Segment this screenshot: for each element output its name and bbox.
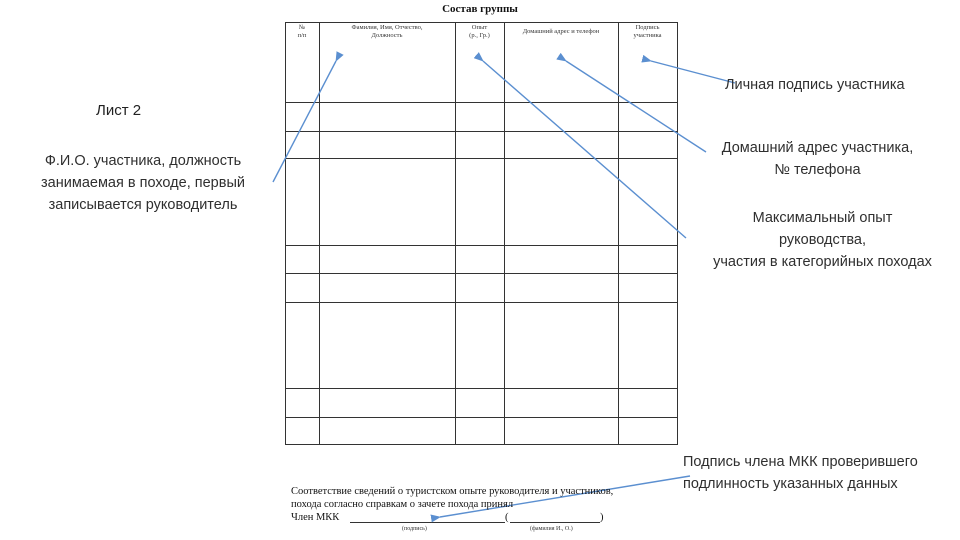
- sheet-label: Лист 2: [96, 102, 142, 119]
- footer-line-2: похода согласно справкам о зачете похода принял: [291, 499, 514, 510]
- signature-caption: (подпись): [402, 526, 427, 532]
- document-title: Состав группы: [442, 3, 518, 15]
- callout-signature: Личная подпись участника: [725, 77, 905, 93]
- footer-line-1: Соответствие сведений о туристском опыте руководителя и участников,: [291, 486, 614, 497]
- header-signature: Подпись участника: [633, 24, 662, 39]
- callout-address: Домашний адрес участника, № телефона: [721, 140, 914, 178]
- name-caption: (фамилия И., О.): [530, 526, 573, 532]
- arrow-experience: [483, 61, 686, 238]
- callout-mkk: Подпись члена МКК проверившего подлинность указанных данных: [683, 454, 918, 492]
- header-experience: Опыт (р., Гр.): [469, 24, 490, 39]
- bracket-close: ): [600, 512, 604, 523]
- callout-experience: Максимальный опыт руководства, участия в категорийных походах: [713, 210, 932, 270]
- header-address: Домашний адрес и телефон: [522, 28, 600, 35]
- group-table-grid: [286, 23, 678, 445]
- header-fio: Фамилия, Имя, Отчество, Должность: [351, 24, 423, 39]
- arrow-fio: [273, 61, 336, 182]
- member-label: Член МКК: [291, 512, 340, 523]
- callout-fio: Ф.И.О. участника, должность занимаемая в походе, первый записывается руководитель: [41, 153, 245, 213]
- header-number: № п/п: [297, 24, 307, 39]
- bracket-open: (: [505, 512, 509, 523]
- arrow-address: [566, 61, 706, 152]
- arrow-signature: [651, 61, 735, 83]
